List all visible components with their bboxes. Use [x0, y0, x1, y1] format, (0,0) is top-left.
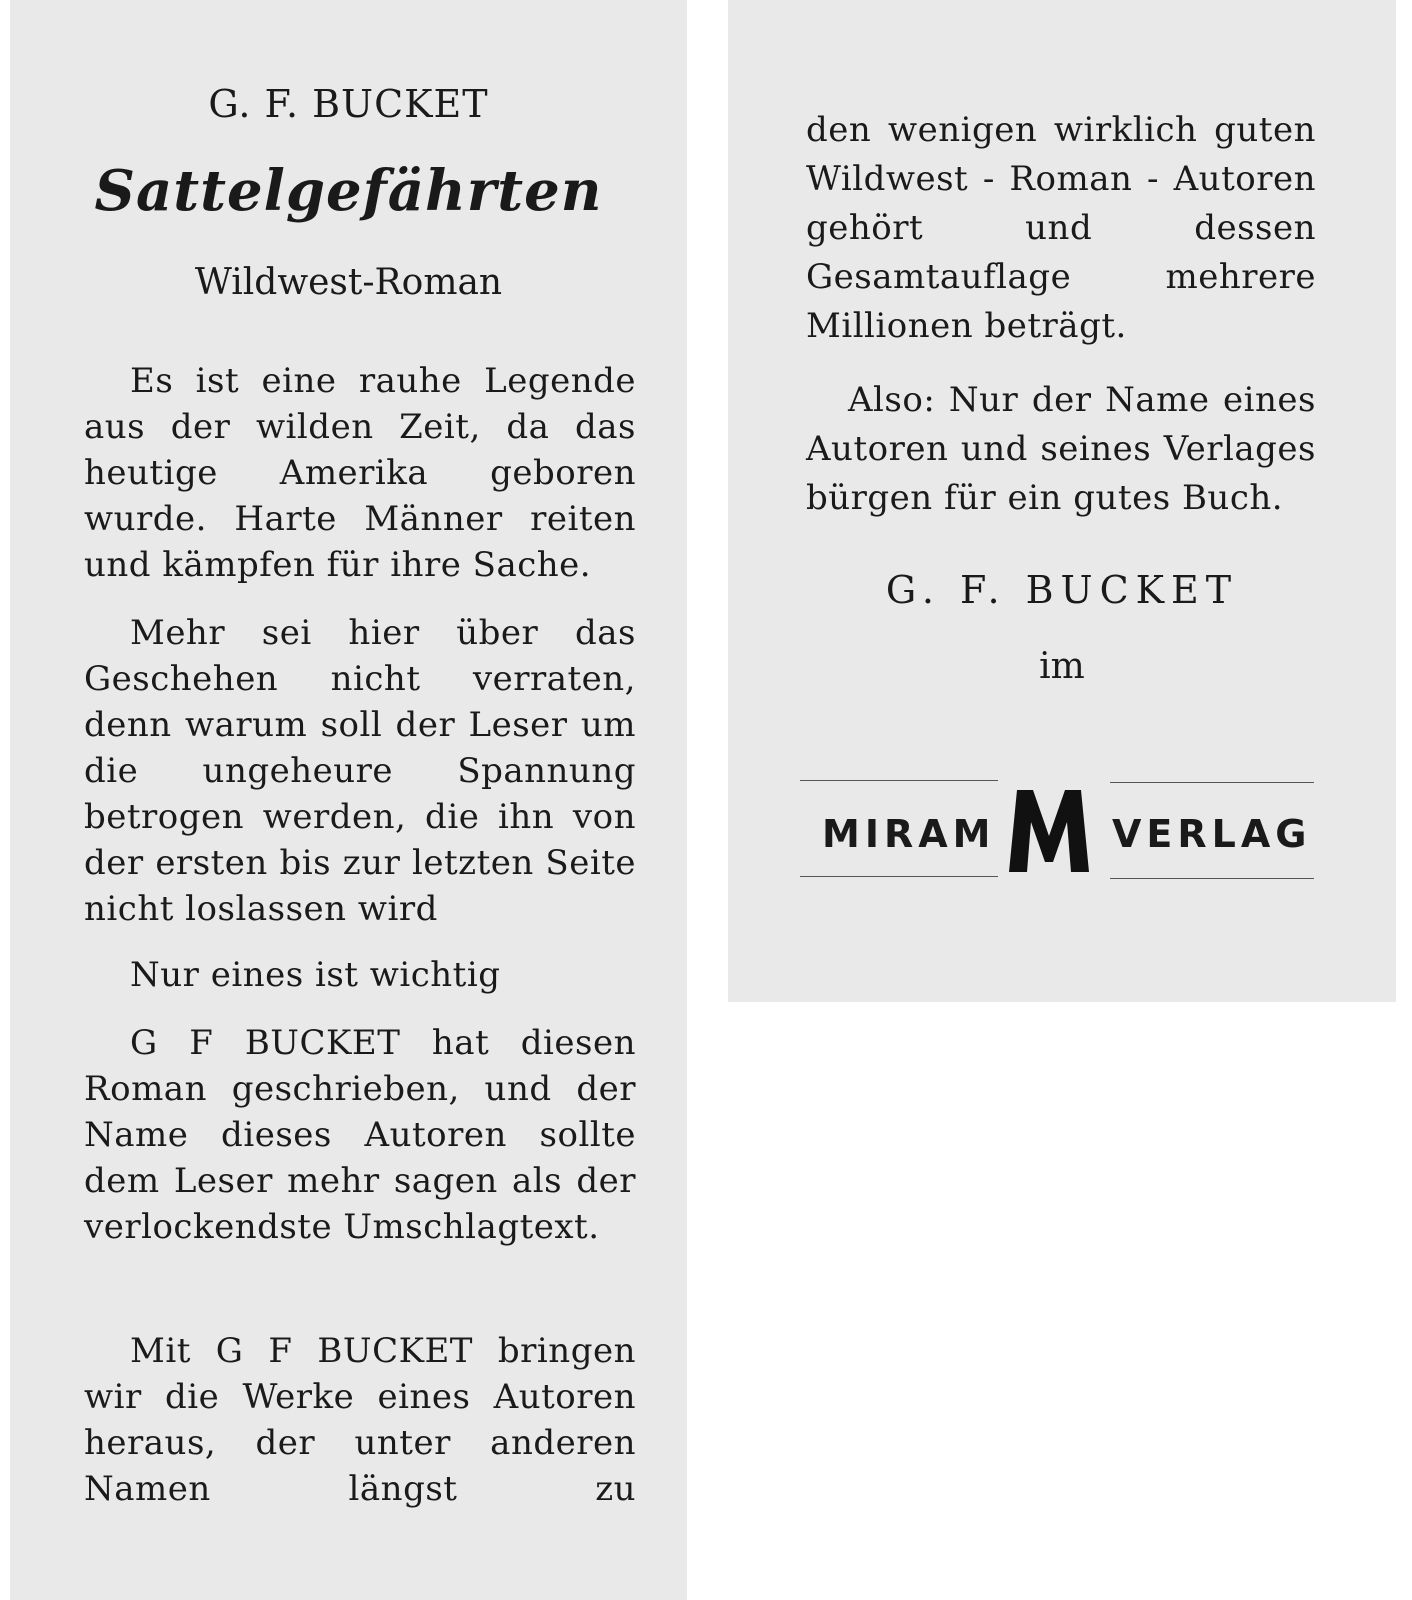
- logo-rule-top-left: [800, 780, 998, 781]
- closing-paragraph: Also: Nur der Name eines Autoren und seines Verlages bürgen für ein gutes Buch.: [806, 380, 1316, 518]
- blurb-paragraph-4: G F BUCKET hat diesen Roman geschrieben, und der Name dieses Autoren sollte dem Leser mehr sagen als der verlockendste Umschlagtext.: [84, 1023, 636, 1247]
- publisher-logo: [800, 780, 1314, 880]
- logo-word-miram: MIRAM: [822, 812, 996, 856]
- continued-paragraph: den wenigen wirklich guten Wildwest - Roman - Autoren gehört und dessen Gesamtauflage mehrere Millionen beträgt.: [806, 110, 1316, 346]
- book-subtitle: Wildwest-Roman: [194, 262, 503, 303]
- logo-rule-bottom-left: [800, 876, 998, 877]
- left-page: [10, 0, 687, 1600]
- connector-word: im: [1039, 646, 1085, 687]
- author-name: G. F. BUCKET: [208, 82, 489, 126]
- author-name-signature: G. F. BUCKET: [885, 568, 1239, 612]
- logo-word-verlag: VERLAG: [1112, 812, 1312, 856]
- publisher-monogram-icon: [1007, 786, 1091, 874]
- blurb-paragraph-1: Es ist eine rauhe Legende aus der wilden Zeit, da das heutige Amerika geboren wurde. Harte Männer reiten und kämpfen für ihre Sache.: [84, 361, 636, 585]
- blurb-paragraph-2: Mehr sei hier über das Geschehen nicht verraten, denn warum soll der Leser um die ungeheure Spannung betrogen werden, die ihn von der ersten bis zur letzten Seite nicht loslassen wird: [84, 613, 636, 929]
- logo-rule-bottom-right: [1110, 878, 1314, 879]
- logo-rule-top-right: [1110, 782, 1314, 783]
- blurb-paragraph-5: Mit G F BUCKET bringen wir die Werke eines Autoren heraus, der unter anderen Namen längst zu: [84, 1331, 636, 1509]
- book-title: Sattelgefährten: [94, 158, 603, 224]
- blurb-paragraph-3: Nur eines ist wichtig: [130, 955, 501, 995]
- right-page: [728, 0, 1396, 1002]
